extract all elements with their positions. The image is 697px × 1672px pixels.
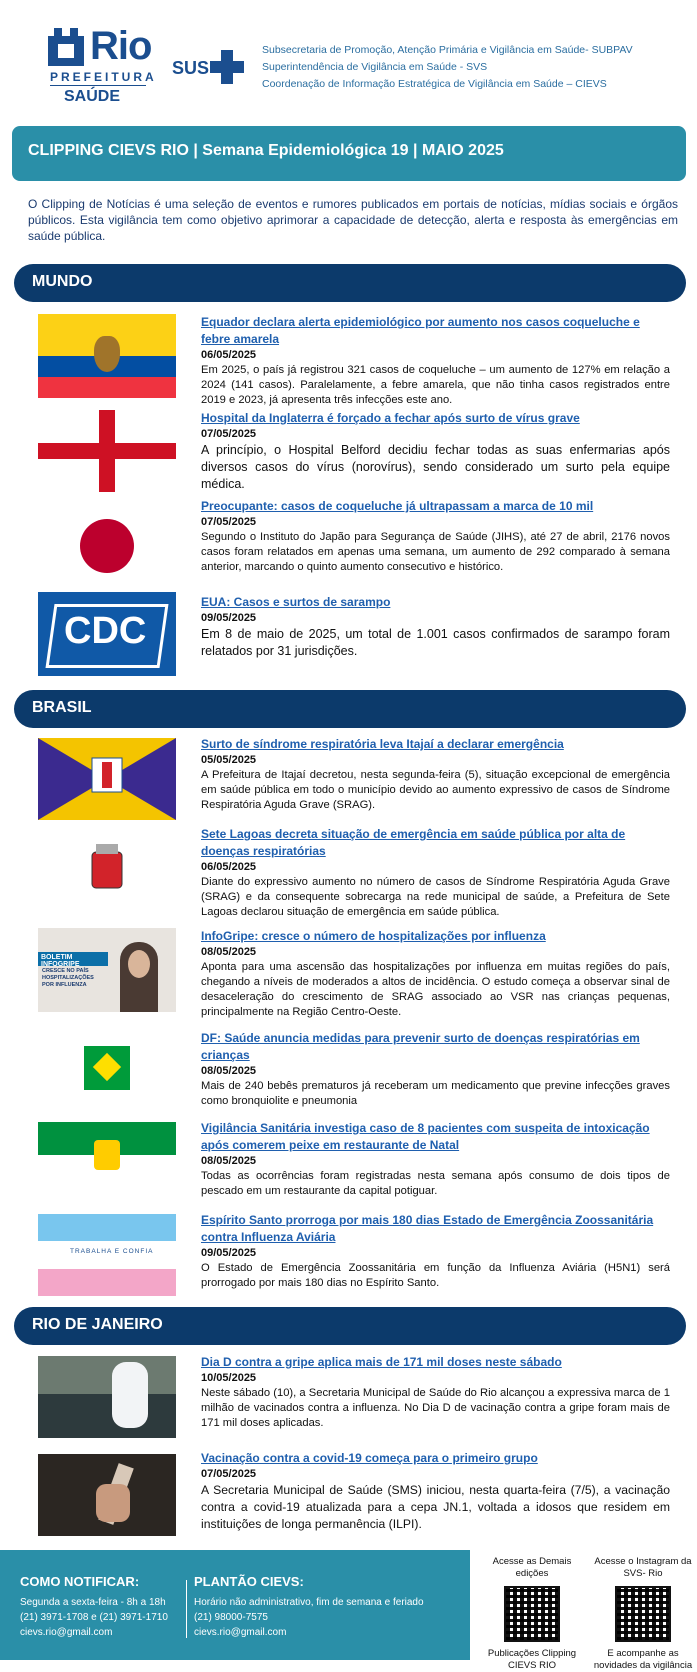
saude-label: SAÚDE (64, 88, 121, 105)
infogripe-video-thumbnail (38, 928, 176, 1012)
covid-vaccine-photo (38, 1454, 176, 1536)
news-body: A princípio, o Hospital Belford decidiu fechar todas as suas enfermarias após diversos casos do vírus (norovírus), sendo considerado um surto pela equipe médica. (201, 443, 670, 491)
cdc-label: CDC (64, 610, 147, 652)
header (0, 0, 697, 120)
itajai-flag-graphic (38, 738, 176, 820)
infogripe-tag: BOLETIM INFOGRIPE (38, 952, 108, 966)
news-item (201, 498, 670, 575)
japan-flag-image (38, 506, 176, 586)
es-flag-motto: TRABALHA E CONFIA (70, 1248, 154, 1255)
sus-wordmark: SUS (172, 58, 210, 78)
prefeitura-label: PREFEITURA (50, 70, 157, 84)
news-body: Em 8 de maio de 2025, um total de 1.001 casos confirmados de sarampo foram relatados por 31 jurisdições. (201, 627, 670, 658)
df-flag-image (38, 1046, 176, 1090)
news-title-link[interactable]: Preocupante: casos de coqueluche já ultrapassam a marca de 10 mil (201, 499, 594, 513)
sus-logo (172, 50, 244, 88)
news-date: 08/05/2025 (201, 1155, 257, 1167)
news-item (201, 410, 670, 493)
plantao-hours: Horário não administrativo, fim de semana e feriado (194, 1597, 424, 1608)
dia-d-photo (38, 1356, 176, 1438)
news-title-link[interactable]: DF: Saúde anuncia medidas para prevenir surto de doenças respiratórias em crianças (201, 1031, 640, 1062)
news-date: 09/05/2025 (201, 1247, 257, 1259)
england-flag-image (38, 410, 176, 492)
news-item (201, 314, 670, 408)
notify-block (20, 1574, 168, 1640)
infogripe-subtag: CRESCE NO PAÍS HOSPITALIZAÇÕES POR INFLUENZA (42, 968, 94, 988)
ecuador-flag-image (38, 314, 176, 398)
cdc-logo-image (38, 592, 176, 676)
header-subtitles (262, 42, 633, 93)
itajai-flag-image (38, 738, 176, 820)
news-body: Segundo o Instituto do Japão para Segurança de Saúde (JIHS), até 27 de abril, 2176 novos casos foram relatados em apenas uma semana, um aumento de 292 comparado à semana anterior, marcando o quinto aumento consecutivo e histórico. (201, 531, 670, 573)
news-title-link[interactable]: Vigilância Sanitária investiga caso de 8 pacientes com suspeita de intoxicação após comerem peixe em restaurante de Natal (201, 1121, 650, 1152)
qr-editions-footer: Publicações Clipping CIEVS RIO (487, 1648, 577, 1671)
news-date: 06/05/2025 (201, 861, 257, 873)
banner-title: CLIPPING CIEVS RIO | Semana Epidemiológica 19 | MAIO 2025 (28, 142, 504, 159)
plantao-block (194, 1574, 424, 1640)
subpav-line: Subsecretaria de Promoção, Atenção Primária e Vigilância em Saúde- SUBPAV (262, 44, 633, 56)
clipping-banner (12, 126, 686, 181)
news-body: O Estado de Emergência Zoossanitária em função da Influenza Aviária (H5N1) será prorrogado por mais 180 dias no Espírito Santo. (201, 1262, 670, 1289)
intro-text: O Clipping de Notícias é uma seleção de eventos e rumores publicados em portais de notícias, mídias sociais e órgãos públicos. Esta vigilância tem como objetivo aprimorar a capacidade de detecção, alerta e resposta às emergências em saúde pública. (28, 197, 678, 243)
news-item (201, 928, 670, 1020)
news-body: Mais de 240 bebês prematuros já receberam um medicamento que previne infecções graves como bronquiolite e pneumonia (201, 1080, 670, 1107)
news-date: 10/05/2025 (201, 1372, 257, 1384)
section-title: BRASIL (32, 699, 92, 716)
news-title-link[interactable]: Equador declara alerta epidemiológico por aumento nos casos coqueluche e febre amarela (201, 315, 640, 346)
news-body: Diante do expressivo aumento no número de casos de Síndrome Respiratória Aguda Grave (SRAG) e da consequente sobrecarga na rede municipal de saúde, a Prefeitura de Sete Lagoas declarou situação de emergência em saúde pública. (201, 876, 670, 918)
news-body: A Prefeitura de Itajaí decretou, nesta segunda-feira (5), situação excepcional de emergência em saúde pública em todo o município devido ao aumento expressivo de casos de Síndrome Respiratória Aguda Grave (SRAG). (201, 769, 670, 811)
section-mundo (14, 264, 686, 302)
notify-phones: (21) 3971-1708 e (21) 3971-1710 (20, 1612, 168, 1623)
sete-lagoas-crest-graphic (38, 842, 176, 898)
news-date: 07/05/2025 (201, 1468, 257, 1480)
footer (0, 1550, 697, 1671)
notify-hours: Segunda a sexta-feira - 8h a 18h (20, 1597, 166, 1608)
news-date: 07/05/2025 (201, 428, 257, 440)
svs-line: Superintendência de Vigilância em Saúde - SVS (262, 61, 488, 73)
news-title-link[interactable]: InfoGripe: cresce o número de hospitalizações por influenza (201, 929, 546, 943)
news-item (201, 736, 670, 813)
news-item (201, 1354, 670, 1431)
notify-email[interactable]: cievs.rio@gmail.com (20, 1627, 113, 1638)
news-item (201, 826, 670, 920)
footer-contact-panel (0, 1550, 470, 1660)
section-brasil (14, 690, 686, 728)
news-item (201, 1120, 670, 1199)
qr-instagram-caption: Acesse o Instagram da SVS- Rio (594, 1556, 692, 1579)
plantao-phone: (21) 98000-7575 (194, 1612, 268, 1623)
notify-title: COMO NOTIFICAR: (20, 1574, 140, 1589)
news-item (201, 594, 670, 660)
news-date: 05/05/2025 (201, 754, 257, 766)
news-item (201, 1450, 670, 1533)
city-crest-icon (44, 26, 88, 70)
section-rio (14, 1307, 686, 1345)
news-item (201, 1030, 670, 1109)
news-date: 08/05/2025 (201, 1065, 257, 1077)
news-body: A Secretaria Municipal de Saúde (SMS) iniciou, nesta quarta-feira (7/5), a vacinação contra a covid-19 atualizada para a cepa JN.1, voltada a idosos que residem em instituições de longa permanência (ILPI). (201, 1483, 670, 1531)
qr-instagram-block (588, 1556, 697, 1672)
qr-code-editions[interactable] (504, 1586, 560, 1642)
news-title-link[interactable]: EUA: Casos e surtos de sarampo (201, 595, 391, 609)
news-body: Todas as ocorrências foram registradas nesta semana após consumo de dois tipos de pescado em um restaurante da capital potiguar. (201, 1170, 670, 1197)
news-item (201, 1212, 670, 1291)
qr-editions-block (477, 1556, 587, 1672)
news-date: 09/05/2025 (201, 612, 257, 624)
prefeitura-rio-logo (44, 22, 157, 112)
espirito-santo-flag-image (38, 1214, 176, 1296)
news-body: Neste sábado (10), a Secretaria Municipal de Saúde do Rio alcançou a expressiva marca de 1 milhão de vacinados contra a influenza. No Dia D de vacinação contra a gripe foram mais de 171 mil doses aplicadas. (201, 1387, 670, 1429)
rn-flag-image (38, 1122, 176, 1188)
news-title-link[interactable]: Dia D contra a gripe aplica mais de 171 mil doses neste sábado (201, 1355, 562, 1369)
qr-code-instagram[interactable] (615, 1586, 671, 1642)
news-body: Em 2025, o país já registrou 321 casos de coqueluche – um aumento de 127% em relação a 2024 (141 casos). Paralelamente, a febre amarela, que não tinha casos registrados entre 2019 e 2023, já apresenta três infecções este ano. (201, 364, 670, 406)
news-date: 07/05/2025 (201, 516, 257, 528)
news-title-link[interactable]: Surto de síndrome respiratória leva Itajaí a declarar emergência (201, 737, 564, 751)
news-body: Aponta para uma ascensão das hospitalizações por influenza em muitas regiões do país, chegando a níveis de moderados a altos de incidência. O estudo começa a observar sinal de desaceleração do crescimento de SRAG associado ao VSR nas crianças pequenas, principalmente na Região Centro-Oeste. (201, 961, 670, 1018)
news-title-link[interactable]: Vacinação contra a covid-19 começa para o primeiro grupo (201, 1451, 538, 1465)
news-date: 06/05/2025 (201, 349, 257, 361)
section-title: MUNDO (32, 273, 93, 290)
sus-cross-icon (210, 50, 244, 84)
news-title-link[interactable]: Sete Lagoas decreta situação de emergência em saúde pública por alta de doenças respiratórias (201, 827, 626, 858)
rio-wordmark: Rio (90, 24, 152, 68)
sete-lagoas-crest-image (38, 842, 176, 898)
cievs-line: Coordenação de Informação Estratégica de Vigilância em Saúde – CIEVS (262, 78, 607, 90)
plantao-title: PLANTÃO CIEVS: (194, 1574, 304, 1589)
plantao-email[interactable]: cievs.rio@gmail.com (194, 1627, 287, 1638)
section-title: RIO DE JANEIRO (32, 1316, 163, 1333)
news-date: 08/05/2025 (201, 946, 257, 958)
qr-instagram-footer: E acompanhe as novidades da vigilância (593, 1648, 693, 1671)
news-title-link[interactable]: Espírito Santo prorroga por mais 180 dias Estado de Emergência Zoossanitária contra Influenza Aviária (201, 1213, 654, 1244)
qr-editions-caption: Acesse as Demais edições (492, 1556, 572, 1579)
news-title-link[interactable]: Hospital da Inglaterra é forçado a fechar após surto de vírus grave (201, 411, 580, 425)
